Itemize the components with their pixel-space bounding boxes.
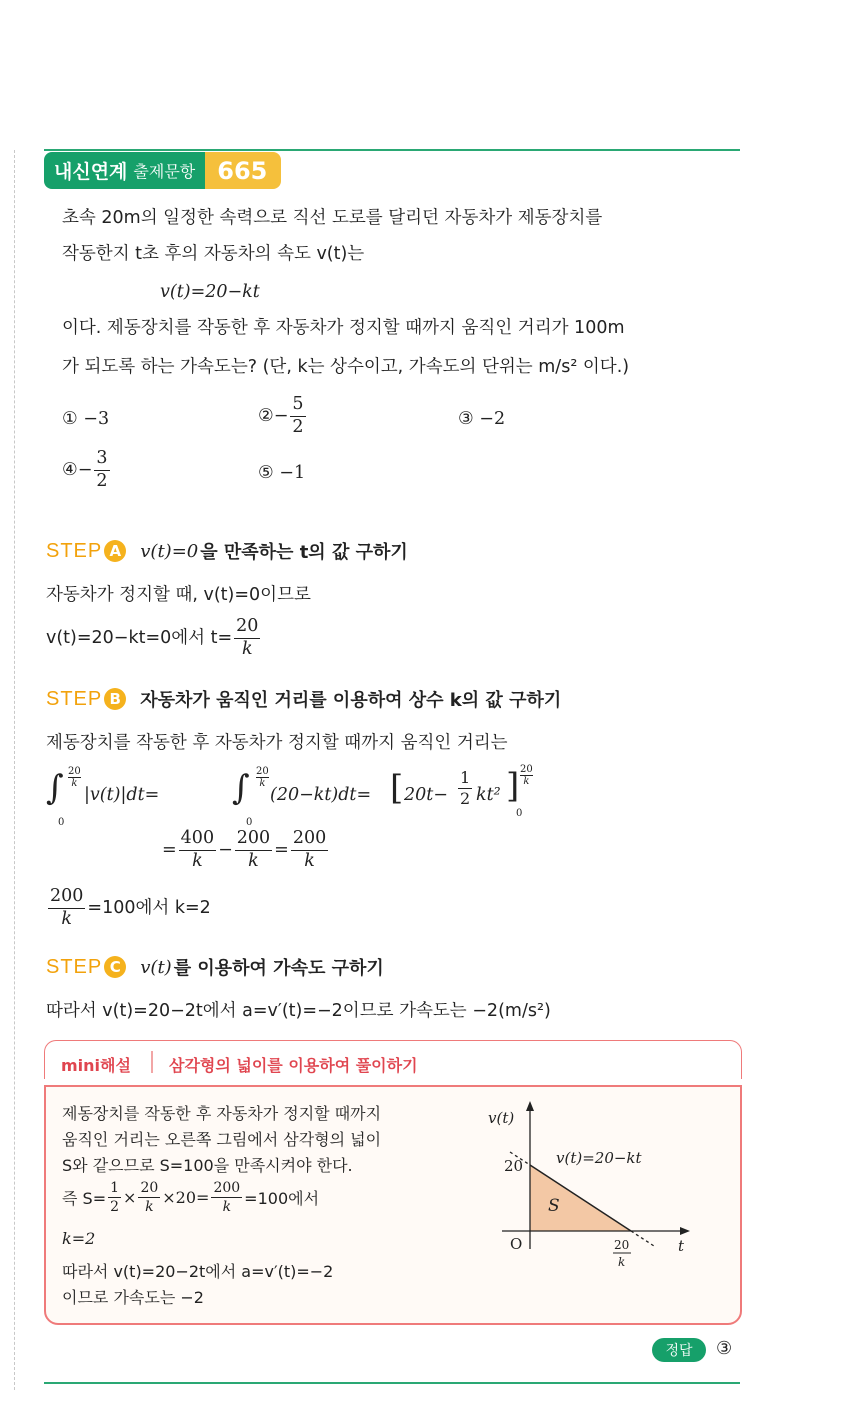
answer-value: ③ (716, 1338, 733, 1359)
step-b-line-3 (46, 888, 211, 928)
step-b-frac-den: k (61, 908, 72, 929)
step-b-badge: B (104, 688, 126, 710)
integral-1-upper-den: k (71, 778, 78, 789)
step-c-line-1: 따라서 v(t)=20−2t에서 a=v′(t)=−2이므로 가속도는 −2(m/s²) (46, 1001, 551, 1021)
eq-frac-2-num: 200 (235, 830, 272, 851)
eq-frac-1 (179, 830, 216, 870)
choice-2-den: 2 (292, 416, 304, 437)
step-a-line-2-text: v(t)=20−kt=0에서 t= (46, 628, 233, 648)
step-a-heading (46, 538, 408, 564)
mini-line-a: 따라서 v(t)=20−2t에서 a=v′(t)=−2 (62, 1262, 334, 1281)
choice-5-mark: ⑤ (258, 463, 274, 483)
y-axis-arrow (526, 1101, 534, 1111)
mini-box (44, 1085, 742, 1325)
eq-frac-3-den: k (304, 850, 315, 871)
step-c-title-math: v(t) (140, 956, 172, 978)
mini-eq-prefix: 즉 S= (62, 1189, 107, 1208)
problem-line-2: 작동한지 t초 후의 자동차의 속도 v(t)는 (62, 244, 365, 264)
graph-area-label: S (548, 1196, 560, 1216)
step-a-title: 을 만족하는 t의 값 구하기 (200, 542, 408, 563)
mini-divider (151, 1051, 153, 1073)
choice-1[interactable] (62, 406, 109, 432)
step-b-equation (162, 830, 330, 870)
step-a-title-math: v(t)=0 (140, 540, 199, 562)
integral-2-upper (256, 766, 269, 789)
mini-line-1: 제동장치를 작동한 후 자동차가 정지할 때까지 (62, 1104, 382, 1123)
integral-2-upper-num: 20 (256, 766, 269, 777)
choice-3[interactable] (458, 406, 505, 432)
mini-line-3: S와 같으므로 S=100을 만족시켜야 한다. (62, 1156, 353, 1175)
choice-4-mark: ④ (62, 460, 78, 480)
graph-line-label: v(t)=20−kt (556, 1149, 642, 1167)
mini-eq-suffix: =100에서 (244, 1189, 320, 1208)
mini-eq-half-den: 2 (110, 1199, 120, 1215)
graph-ylabel: v(t) (488, 1109, 515, 1127)
choice-5[interactable] (258, 460, 305, 486)
step-a-line-1: 자동차가 정지할 때, v(t)=0이므로 (46, 585, 311, 605)
integral-2-lower: 0 (246, 817, 253, 828)
step-c-title: 를 이용하여 가속도 구하기 (173, 958, 384, 979)
mini-eq-times-2: ×20= (162, 1188, 210, 1207)
bracket-inner: 20t− (404, 785, 448, 805)
integral-1-lower: 0 (58, 817, 65, 828)
mini-eq-200k-num: 200 (213, 1180, 241, 1196)
choice-2[interactable] (258, 396, 308, 436)
integral-1-upper-num: 20 (68, 766, 81, 777)
choice-4-sign: − (77, 460, 93, 480)
graph-x-tick-num: 20 (614, 1238, 630, 1252)
header-sub-label: 출제문항 (133, 162, 196, 181)
choice-4-fraction (94, 450, 109, 490)
step-a-line-2 (46, 618, 262, 658)
problem-line-4: 가 되도록 하는 가속도는? (단, k는 상수이고, 가속도의 단위는 m/s² 이다.) (62, 357, 630, 377)
eq-equals-1: = (162, 840, 177, 860)
step-b-heading (46, 686, 561, 712)
choice-2-sign: − (273, 406, 289, 426)
mini-line-2: 움직인 거리는 오른쪽 그림에서 삼각형의 넓이 (62, 1130, 382, 1149)
choice-4[interactable] (62, 450, 112, 490)
mini-eq-20k-den: k (145, 1199, 154, 1215)
choice-2-mark: ② (258, 406, 274, 426)
eq-frac-2 (235, 830, 272, 870)
problem-line-1: 초속 20m의 일정한 속력으로 직선 도로를 달리던 자동차가 제동장치를 (62, 208, 603, 228)
choice-4-den: 2 (96, 470, 108, 491)
choice-2-fraction (290, 396, 305, 436)
integral-2-upper-den: k (259, 778, 266, 789)
bracket-upper-limit (520, 764, 533, 787)
step-b-line-3-text: =100에서 k=2 (87, 898, 211, 918)
mini-title: 삼각형의 넓이를 이용하여 풀이하기 (169, 1056, 418, 1075)
step-b-frac (48, 888, 85, 928)
choice-4-num: 3 (94, 450, 109, 471)
eq-frac-1-den: k (192, 850, 203, 871)
problem-header (44, 152, 281, 189)
bracket-lower-limit: 0 (516, 808, 523, 819)
eq-frac-3-num: 200 (291, 830, 328, 851)
integral-1-body: |v(t)|dt= (84, 785, 160, 805)
eq-minus: − (218, 840, 233, 860)
integral-sign-1: ∫ (46, 768, 64, 808)
mini-eq-200k-den: k (222, 1199, 232, 1215)
mini-eq-200k (211, 1181, 242, 1214)
problem-number: 665 (205, 152, 281, 189)
step-c-label: STEP (46, 955, 103, 978)
answer-label: 정답 (652, 1338, 706, 1362)
mini-line-b: 이므로 가속도는 −2 (62, 1288, 204, 1307)
mini-eq-half-num: 1 (110, 1180, 120, 1196)
step-a-badge: A (104, 540, 126, 562)
half-den: 2 (460, 789, 471, 808)
choice-2-num: 5 (290, 396, 305, 417)
eq-frac-3 (291, 830, 328, 870)
half-fraction (458, 770, 472, 807)
step-a-fraction (234, 618, 260, 658)
header-badge-label: 내신연계 (54, 161, 128, 183)
header-badge (44, 152, 205, 189)
half-num: 1 (460, 768, 471, 787)
mini-graph (482, 1099, 702, 1279)
graph-x-tick-den: k (618, 1255, 626, 1269)
eq-frac-2-den: k (248, 850, 259, 871)
step-c-heading (46, 954, 384, 980)
step-b-title: 자동차가 움직인 거리를 이용하여 상수 k의 값 구하기 (140, 690, 562, 711)
graph-xlabel: t (678, 1237, 685, 1255)
graph-origin: O (510, 1235, 523, 1253)
bracket-upper-den: k (523, 776, 530, 787)
mini-eq-times-1: × (123, 1188, 137, 1207)
mini-eq-20k-num: 20 (140, 1180, 159, 1196)
choice-1-mark: ① (62, 409, 78, 429)
graph-y-tick: 20 (504, 1157, 524, 1175)
bottom-divider (44, 1382, 740, 1384)
mini-eq (62, 1181, 319, 1214)
mini-k-line: k=2 (62, 1229, 96, 1248)
x-axis-arrow (680, 1227, 690, 1235)
step-b-integral (46, 764, 506, 828)
step-a-frac-num: 20 (234, 618, 260, 639)
integral-1-upper (68, 766, 81, 789)
mini-header (44, 1040, 742, 1079)
step-b-label: STEP (46, 687, 103, 710)
step-a-label: STEP (46, 539, 103, 562)
mini-text (62, 1101, 381, 1179)
choice-3-value: −2 (479, 409, 506, 429)
margin-dash-line (14, 150, 15, 1390)
eq-frac-1-num: 400 (179, 830, 216, 851)
line-ext-right (631, 1231, 654, 1246)
bracket-left: [ (390, 768, 404, 808)
step-b-frac-num: 200 (48, 888, 85, 909)
bracket-right: ] (506, 766, 520, 806)
choice-1-value: −3 (83, 409, 110, 429)
problem-formula: v(t)=20−kt (160, 282, 260, 302)
problem-line-3: 이다. 제동장치를 작동한 후 자동차가 정지할 때까지 움직인 거리가 100m (62, 318, 625, 338)
step-c-badge: C (104, 956, 126, 978)
bracket-upper-num: 20 (520, 764, 533, 775)
kt-squared: kt² (476, 785, 501, 805)
eq-equals-2: = (274, 840, 289, 860)
step-b-line-1: 제동장치를 작동한 후 자동차가 정지할 때까지 움직인 거리는 (46, 733, 508, 753)
integral-sign-2: ∫ (232, 768, 250, 808)
step-a-frac-den: k (242, 638, 253, 659)
mini-tag: mini해설 (61, 1056, 131, 1075)
top-divider (44, 149, 740, 151)
mini-eq-20k (138, 1181, 160, 1214)
choice-3-mark: ③ (458, 409, 474, 429)
choice-5-value: −1 (279, 463, 306, 483)
integral-2-body: (20−kt)dt= (270, 785, 372, 805)
mini-eq-half (108, 1181, 121, 1214)
